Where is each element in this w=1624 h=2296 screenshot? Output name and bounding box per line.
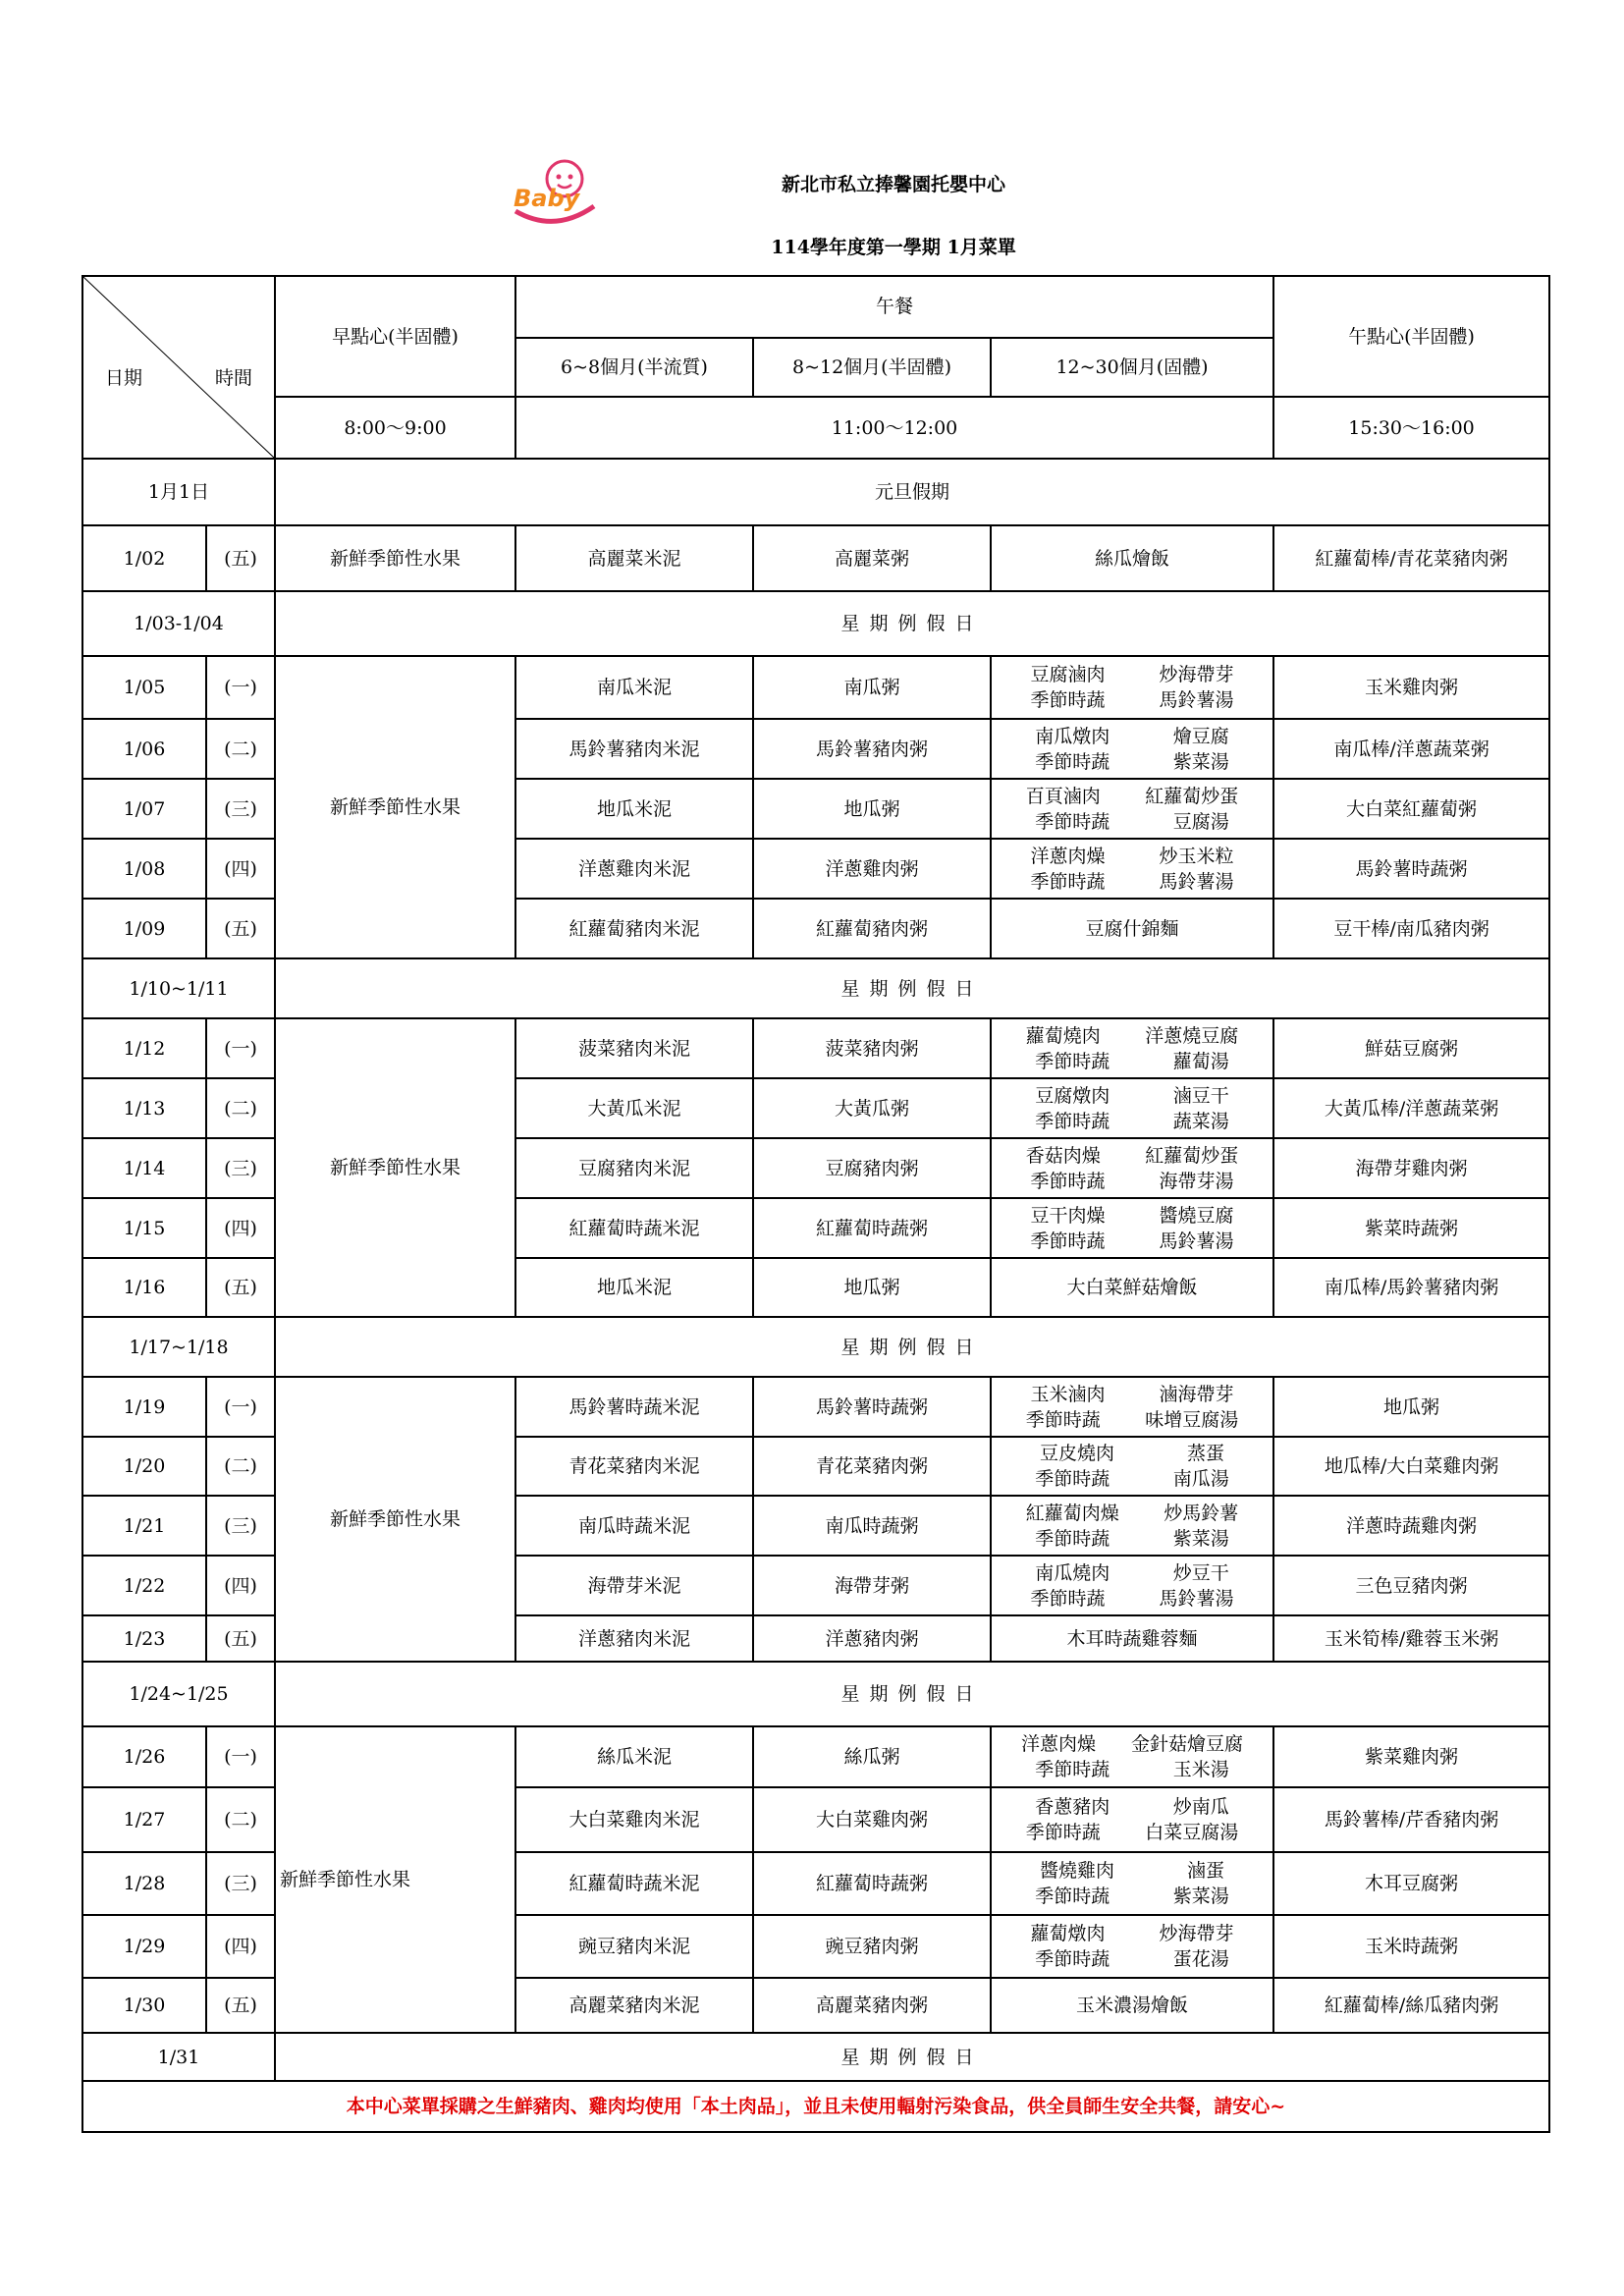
- side-dish: 炒馬鈴薯: [1164, 1502, 1239, 1524]
- lunch-12-30: 豆腐什錦麵: [991, 899, 1273, 958]
- main-dish: 香蔥豬肉: [1035, 1796, 1110, 1818]
- soup: 紫菜湯: [1172, 750, 1229, 773]
- soup: 紫菜湯: [1172, 1886, 1229, 1907]
- time-label: 時間: [214, 367, 252, 389]
- lunch-12-30: [991, 1496, 1273, 1556]
- day-date: 1/13: [82, 1078, 206, 1138]
- day-date: 1/14: [82, 1138, 206, 1198]
- main-dish: 蘿蔔燒肉: [1025, 1024, 1101, 1047]
- lunch-8-12-header: 8~12個月(半固體): [753, 338, 991, 398]
- day-weekday: (一): [206, 1018, 275, 1078]
- breakfast-fruit: 新鮮季節性水果: [275, 1726, 515, 2033]
- afternoon-snack: 馬鈴薯棒/芹香豬肉粥: [1273, 1787, 1549, 1852]
- day-date: 1/26: [82, 1726, 206, 1787]
- lunch-8-12: 豆腐豬肉粥: [753, 1138, 991, 1198]
- soup: 紫菜湯: [1172, 1527, 1229, 1550]
- day-weekday: (四): [206, 1915, 275, 1978]
- afternoon-snack: 南瓜棒/洋蔥蔬菜粥: [1273, 719, 1549, 779]
- side-dish: 炒海帶芽: [1159, 664, 1234, 685]
- vegetable: 季節時蔬: [1035, 1759, 1110, 1780]
- lunch-6-8-header: 6~8個月(半流質): [515, 338, 753, 398]
- afternoon-snack: 大黃瓜棒/洋蔥蔬菜粥: [1273, 1078, 1549, 1138]
- vegetable: 季節時蔬: [1035, 1110, 1110, 1132]
- soup: 蘿蔔湯: [1172, 1050, 1229, 1072]
- lunch-6-8: 地瓜米泥: [515, 779, 753, 839]
- afternoon-time: 15:30～16:00: [1273, 397, 1549, 459]
- main-dish: 醬燒雞肉: [1040, 1860, 1115, 1882]
- day-date: 1/19: [82, 1377, 206, 1437]
- weekend-date: 1/31: [82, 2033, 275, 2081]
- soup: 蔬菜湯: [1172, 1110, 1229, 1132]
- afternoon-snack: 玉米雞肉粥: [1273, 656, 1549, 719]
- afternoon-snack: 玉米筍棒/雞蓉玉米粥: [1273, 1615, 1549, 1662]
- lunch-6-8: 洋蔥豬肉米泥: [515, 1615, 753, 1662]
- lunch-6-8: 菠菜豬肉米泥: [515, 1018, 753, 1078]
- day-date: 1/07: [82, 779, 206, 839]
- day-date: 1/15: [82, 1198, 206, 1258]
- day-weekday: (五): [206, 1258, 275, 1317]
- lunch-12-30: [991, 1852, 1273, 1915]
- afternoon-snack: 豆干棒/南瓜豬肉粥: [1273, 899, 1549, 958]
- side-dish: 炒玉米粒: [1159, 845, 1234, 867]
- lunch-6-8: 青花菜豬肉米泥: [515, 1437, 753, 1496]
- lunch-12-30: [991, 656, 1273, 719]
- main-dish: 洋蔥肉燥: [1030, 845, 1106, 867]
- holiday-label: 元旦假期: [275, 459, 1549, 525]
- main-dish: 洋蔥肉燥: [1021, 1733, 1097, 1755]
- lunch-6-8: 豆腐豬肉米泥: [515, 1138, 753, 1198]
- main-dish: 豆腐滷肉: [1030, 664, 1106, 685]
- vegetable: 季節時蔬: [1035, 1050, 1110, 1072]
- weekend-date: 1/10~1/11: [82, 958, 275, 1018]
- weekend-label: 星期例假日: [275, 1662, 1549, 1726]
- lunch-8-12: 青花菜豬肉粥: [753, 1437, 991, 1496]
- main-dish: 百頁滷肉: [1025, 785, 1101, 807]
- lunch-8-12: 豌豆豬肉粥: [753, 1915, 991, 1978]
- day-weekday: (五): [206, 1615, 275, 1662]
- main-dish: 豆皮燒肉: [1040, 1443, 1115, 1464]
- main-dish: 南瓜燒肉: [1035, 1561, 1110, 1584]
- lunch-8-12: 南瓜粥: [753, 656, 991, 719]
- side-dish: 醬燒豆腐: [1159, 1204, 1234, 1227]
- breakfast-fruit: 新鮮季節性水果: [275, 656, 515, 958]
- lunch-12-30: 絲瓜燴飯: [991, 525, 1273, 591]
- weekend-date: 1/17~1/18: [82, 1317, 275, 1377]
- lunch-6-8: 南瓜時蔬米泥: [515, 1496, 753, 1556]
- lunch-8-12: 紅蘿蔔豬肉粥: [753, 899, 991, 958]
- soup: 南瓜湯: [1172, 1468, 1229, 1490]
- day-date: 1/27: [82, 1787, 206, 1852]
- afternoon-snack: 鮮菇豆腐粥: [1273, 1018, 1549, 1078]
- day-date: 1/12: [82, 1018, 206, 1078]
- soup: 馬鈴薯湯: [1159, 1587, 1234, 1610]
- vegetable: 季節時蔬: [1030, 1587, 1106, 1610]
- afternoon-snack: 馬鈴薯時蔬粥: [1273, 839, 1549, 899]
- soup: 白菜豆腐湯: [1145, 1822, 1239, 1843]
- day-date: 1/28: [82, 1852, 206, 1915]
- afternoon-snack: 玉米時蔬粥: [1273, 1915, 1549, 1978]
- afternoon-snack: 紅蘿蔔棒/青花菜豬肉粥: [1273, 525, 1549, 591]
- day-weekday: (五): [206, 899, 275, 958]
- lunch-6-8: 南瓜米泥: [515, 656, 753, 719]
- holiday-date: 1月1日: [82, 459, 275, 525]
- lunch-6-8: 地瓜米泥: [515, 1258, 753, 1317]
- lunch-12-30: [991, 1437, 1273, 1496]
- menu-title: 114學年度第一學期 1月菜單: [771, 237, 1016, 258]
- day-weekday: (一): [206, 1726, 275, 1787]
- day-weekday: (二): [206, 719, 275, 779]
- day-date: 1/02: [82, 525, 206, 591]
- vegetable: 季節時蔬: [1030, 870, 1106, 893]
- lunch-8-12: 菠菜豬肉粥: [753, 1018, 991, 1078]
- day-date: 1/06: [82, 719, 206, 779]
- lunch-6-8: 馬鈴薯時蔬米泥: [515, 1377, 753, 1437]
- day-weekday: (四): [206, 1198, 275, 1258]
- lunch-6-8: 洋蔥雞肉米泥: [515, 839, 753, 899]
- main-dish: 豆干肉燥: [1030, 1204, 1106, 1227]
- day-weekday: (三): [206, 779, 275, 839]
- lunch-8-12: 絲瓜粥: [753, 1726, 991, 1787]
- vegetable: 季節時蔬: [1035, 1886, 1110, 1907]
- day-date: 1/08: [82, 839, 206, 899]
- soup: 海帶芽湯: [1159, 1170, 1234, 1192]
- vegetable: 季節時蔬: [1025, 1822, 1101, 1843]
- side-dish: 金針菇燴豆腐: [1131, 1733, 1244, 1755]
- breakfast-header: 早點心(半固體): [275, 276, 515, 397]
- day-date: 1/29: [82, 1915, 206, 1978]
- lunch-12-30: [991, 1915, 1273, 1978]
- lunch-12-30: [991, 1078, 1273, 1138]
- main-dish: 豆腐燉肉: [1035, 1084, 1110, 1107]
- lunch-12-30: [991, 1198, 1273, 1258]
- lunch-12-30: [991, 779, 1273, 839]
- lunch-6-8: 海帶芽米泥: [515, 1556, 753, 1615]
- main-dish: 玉米滷肉: [1030, 1383, 1106, 1405]
- lunch-12-30: [991, 1018, 1273, 1078]
- vegetable: 季節時蔬: [1035, 750, 1110, 773]
- lunch-12-30: 木耳時蔬雞蓉麵: [991, 1615, 1273, 1662]
- vegetable: 季節時蔬: [1035, 1948, 1110, 1970]
- afternoon-snack: 海帶芽雞肉粥: [1273, 1138, 1549, 1198]
- date-label: 日期: [105, 367, 143, 389]
- side-dish: 洋蔥燒豆腐: [1145, 1024, 1239, 1047]
- lunch-8-12: 大白菜雞肉粥: [753, 1787, 991, 1852]
- breakfast-fruit: 新鮮季節性水果: [275, 1018, 515, 1317]
- day-date: 1/20: [82, 1437, 206, 1496]
- lunch-12-30: [991, 1556, 1273, 1615]
- lunch-6-8: 高麗菜米泥: [515, 525, 753, 591]
- vegetable: 季節時蔬: [1035, 1527, 1110, 1550]
- breakfast-fruit: 新鮮季節性水果: [275, 525, 515, 591]
- day-date: 1/23: [82, 1615, 206, 1662]
- side-dish: 燴豆腐: [1172, 725, 1229, 747]
- day-date: 1/16: [82, 1258, 206, 1317]
- food-safety-notice: 本中心菜單採購之生鮮豬肉、雞肉均使用「本土肉品」，並且未使用輻射污染食品，供全員師生安全共餐，請安心~: [82, 2081, 1549, 2132]
- side-dish: 蒸蛋: [1187, 1443, 1225, 1464]
- lunch-6-8: 大白菜雞肉米泥: [515, 1787, 753, 1852]
- lunch-12-30: [991, 1377, 1273, 1437]
- afternoon-snack: 紫菜時蔬粥: [1273, 1198, 1549, 1258]
- vegetable: 季節時蔬: [1025, 1408, 1101, 1431]
- vegetable: 季節時蔬: [1035, 1468, 1110, 1490]
- day-weekday: (一): [206, 1377, 275, 1437]
- afternoon-header: 午點心(半固體): [1273, 276, 1549, 397]
- day-weekday: (四): [206, 1556, 275, 1615]
- lunch-8-12: 大黃瓜粥: [753, 1078, 991, 1138]
- main-dish: 南瓜燉肉: [1035, 725, 1110, 747]
- vegetable: 季節時蔬: [1035, 810, 1110, 833]
- day-weekday: (四): [206, 839, 275, 899]
- weekend-date: 1/03-1/04: [82, 591, 275, 656]
- lunch-12-30: 玉米濃湯燴飯: [991, 1978, 1273, 2033]
- day-weekday: (三): [206, 1852, 275, 1915]
- day-date: 1/05: [82, 656, 206, 719]
- logo-text: Baby: [514, 185, 580, 212]
- side-dish: 炒海帶芽: [1159, 1923, 1234, 1944]
- side-dish: 滷海帶芽: [1159, 1383, 1234, 1405]
- main-dish: 紅蘿蔔肉燥: [1025, 1502, 1119, 1524]
- soup: 玉米湯: [1172, 1759, 1229, 1780]
- vegetable: 季節時蔬: [1030, 1170, 1106, 1192]
- soup: 馬鈴薯湯: [1159, 870, 1234, 893]
- afternoon-snack: 地瓜粥: [1273, 1377, 1549, 1437]
- lunch-8-12: 地瓜粥: [753, 1258, 991, 1317]
- afternoon-snack: 地瓜棒/大白菜雞肉粥: [1273, 1437, 1549, 1496]
- lunch-6-8: 紅蘿蔔時蔬米泥: [515, 1852, 753, 1915]
- day-weekday: (一): [206, 656, 275, 719]
- weekend-label: 星期例假日: [275, 591, 1549, 656]
- lunch-8-12: 南瓜時蔬粥: [753, 1496, 991, 1556]
- lunch-12-30: [991, 839, 1273, 899]
- breakfast-fruit: 新鮮季節性水果: [275, 1377, 515, 1662]
- afternoon-snack: 三色豆豬肉粥: [1273, 1556, 1549, 1615]
- vegetable: 季節時蔬: [1030, 689, 1106, 711]
- day-weekday: (二): [206, 1787, 275, 1852]
- day-weekday: (五): [206, 525, 275, 591]
- day-date: 1/22: [82, 1556, 206, 1615]
- soup: 馬鈴薯湯: [1159, 689, 1234, 711]
- soup: 馬鈴薯湯: [1159, 1230, 1234, 1252]
- center-name: 新北市私立捧馨園托嬰中心: [781, 174, 1005, 195]
- soup: 蛋花湯: [1172, 1948, 1229, 1970]
- lunch-12-30: [991, 1787, 1273, 1852]
- lunch-6-8: 大黃瓜米泥: [515, 1078, 753, 1138]
- lunch-12-30-header: 12~30個月(固體): [991, 338, 1273, 398]
- lunch-8-12: 洋蔥雞肉粥: [753, 839, 991, 899]
- lunch-8-12: 海帶芽粥: [753, 1556, 991, 1615]
- lunch-12-30: [991, 719, 1273, 779]
- afternoon-snack: 南瓜棒/馬鈴薯豬肉粥: [1273, 1258, 1549, 1317]
- soup: 味增豆腐湯: [1145, 1408, 1239, 1431]
- day-weekday: (三): [206, 1138, 275, 1198]
- weekend-label: 星期例假日: [275, 2033, 1549, 2081]
- side-dish: 炒南瓜: [1172, 1796, 1229, 1818]
- side-dish: 炒豆干: [1172, 1561, 1229, 1584]
- date-time-header: [82, 276, 275, 459]
- soup: 豆腐湯: [1172, 810, 1229, 833]
- day-date: 1/09: [82, 899, 206, 958]
- afternoon-snack: 洋蔥時蔬雞肉粥: [1273, 1496, 1549, 1556]
- lunch-6-8: 高麗菜豬肉米泥: [515, 1978, 753, 2033]
- lunch-8-12: 洋蔥豬肉粥: [753, 1615, 991, 1662]
- lunch-time: 11:00～12:00: [515, 397, 1273, 459]
- day-weekday: (二): [206, 1078, 275, 1138]
- side-dish: 滷蛋: [1187, 1860, 1225, 1882]
- breakfast-time: 8:00～9:00: [275, 397, 515, 459]
- lunch-8-12: 紅蘿蔔時蔬粥: [753, 1198, 991, 1258]
- vegetable: 季節時蔬: [1030, 1230, 1106, 1252]
- day-date: 1/30: [82, 1978, 206, 2033]
- afternoon-snack: 木耳豆腐粥: [1273, 1852, 1549, 1915]
- lunch-6-8: 絲瓜米泥: [515, 1726, 753, 1787]
- weekend-date: 1/24~1/25: [82, 1662, 275, 1726]
- lunch-6-8: 紅蘿蔔時蔬米泥: [515, 1198, 753, 1258]
- side-dish: 滷豆干: [1172, 1084, 1229, 1107]
- afternoon-snack: 紫菜雞肉粥: [1273, 1726, 1549, 1787]
- lunch-12-30: [991, 1726, 1273, 1787]
- day-weekday: (五): [206, 1978, 275, 2033]
- side-dish: 紅蘿蔔炒蛋: [1145, 1144, 1239, 1167]
- day-weekday: (三): [206, 1496, 275, 1556]
- lunch-8-12: 紅蘿蔔時蔬粥: [753, 1852, 991, 1915]
- afternoon-snack: 大白菜紅蘿蔔粥: [1273, 779, 1549, 839]
- lunch-6-8: 馬鈴薯豬肉米泥: [515, 719, 753, 779]
- lunch-6-8: 紅蘿蔔豬肉米泥: [515, 899, 753, 958]
- lunch-6-8: 豌豆豬肉米泥: [515, 1915, 753, 1978]
- lunch-12-30: [991, 1138, 1273, 1198]
- menu-table: [81, 275, 1550, 2133]
- lunch-12-30: 大白菜鮮菇燴飯: [991, 1258, 1273, 1317]
- weekend-label: 星期例假日: [275, 1317, 1549, 1377]
- afternoon-snack: 紅蘿蔔棒/絲瓜豬肉粥: [1273, 1978, 1549, 2033]
- main-dish: 蘿蔔燉肉: [1030, 1923, 1106, 1944]
- day-date: 1/21: [82, 1496, 206, 1556]
- lunch-header: 午餐: [515, 276, 1273, 338]
- lunch-8-12: 地瓜粥: [753, 779, 991, 839]
- lunch-8-12: 高麗菜豬肉粥: [753, 1978, 991, 2033]
- lunch-8-12: 高麗菜粥: [753, 525, 991, 591]
- main-dish: 香菇肉燥: [1025, 1144, 1101, 1167]
- weekend-label: 星期例假日: [275, 958, 1549, 1018]
- side-dish: 紅蘿蔔炒蛋: [1145, 785, 1239, 807]
- lunch-8-12: 馬鈴薯時蔬粥: [753, 1377, 991, 1437]
- lunch-8-12: 馬鈴薯豬肉粥: [753, 719, 991, 779]
- day-weekday: (二): [206, 1437, 275, 1496]
